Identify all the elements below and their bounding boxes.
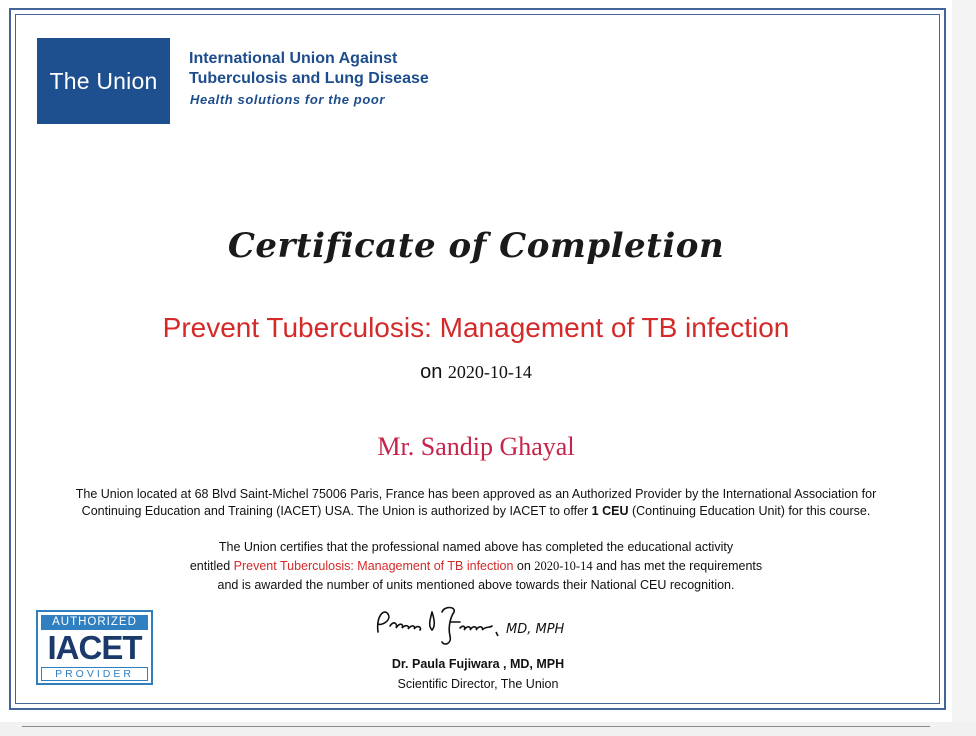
organization-name-line1: International Union Against [189,50,398,67]
statement-entitled: entitled [189,559,234,573]
organization-tagline: Health solutions for the poor [190,92,386,107]
signatory-title: Scientific Director, The Union [397,677,559,691]
completion-date: 2020-10-14 [447,362,532,382]
statement-requirements: and has met the requirements [592,559,763,573]
accreditation-paragraph [26,486,926,520]
accreditation-line2-end: (Continuing Education Unit) for this course. [628,504,871,518]
signatory-name: Dr. Paula Fujiwara , MD, MPH [391,657,565,671]
page-edge [0,722,976,736]
union-logo [37,38,170,124]
svg-text:MD, MPH: MD, MPH [506,622,565,637]
iacet-badge-bottom: PROVIDER [41,667,148,681]
statement-on: on [513,559,535,573]
organization-name-line2: Tuberculosis and Lung Disease [189,70,429,87]
union-logo-text: The Union [49,67,158,94]
iacet-badge [36,610,153,685]
statement-line1: The Union certifies that the professional named above has completed the educational activity [218,540,734,554]
accreditation-line2-text: Continuing Education and Training (IACET) USA. The Union is authorized by IACET to offer [81,504,592,518]
on-label: on [420,361,443,383]
statement-line2 [26,557,926,576]
certificate-title: Certificate of Completion [227,226,725,266]
recipient-name: Mr. Sandip Ghayal [377,432,575,461]
iacet-badge-logo: IACET [47,629,142,666]
statement-line3: and is awarded the number of units mentioned above towards their National CEU recognition. [217,578,735,592]
accreditation-line2 [26,503,926,520]
statement-date: 2020-10-14 [534,559,593,573]
ceu-count: 1 [591,504,599,518]
page-divider [22,726,930,727]
organization-name [189,49,429,89]
course-title: Prevent Tuberculosis: Management of TB infection [162,312,790,343]
iacet-badge-top: AUTHORIZED [41,615,148,630]
statement-course: Prevent Tuberculosis: Management of TB infection [233,559,514,573]
viewer-gutter [952,0,976,722]
ceu-label: CEU [602,504,629,518]
signature-image [370,602,600,650]
certification-statement [26,538,926,595]
accreditation-line1: The Union located at 68 Blvd Saint-Michel 75006 Paris, France has been approved as an Authorized Provider by the International Association for [75,487,877,501]
completion-date-line [0,361,952,384]
